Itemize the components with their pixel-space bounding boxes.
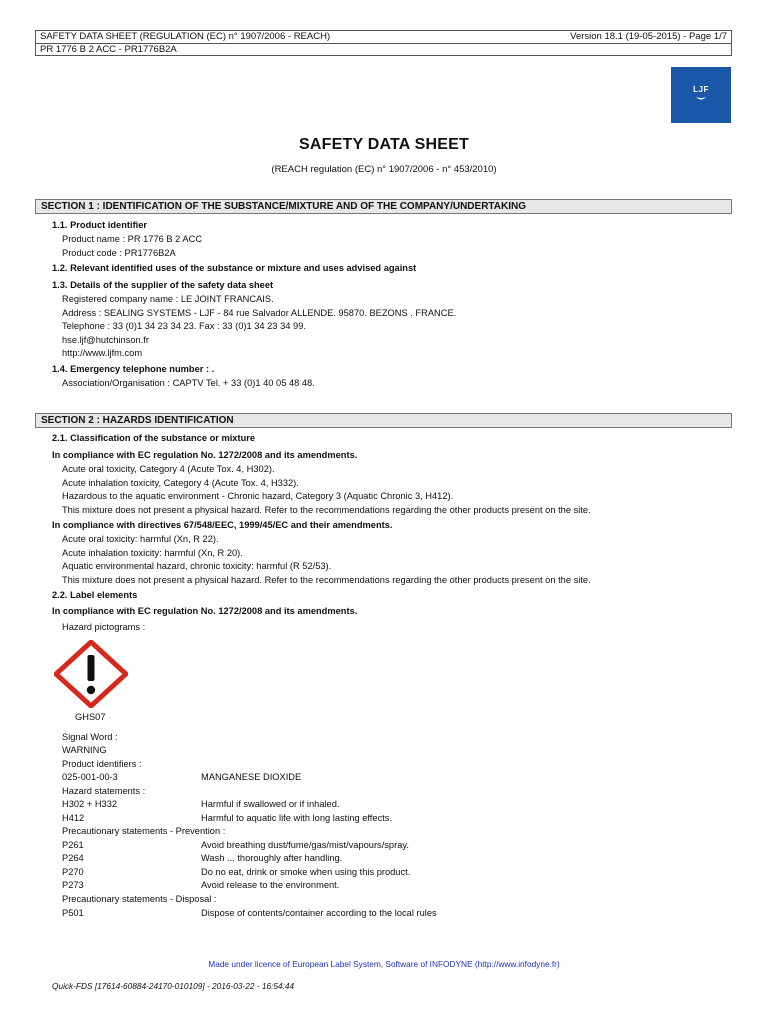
product-code: Product code : PR1776B2A	[62, 248, 176, 258]
emergency-contact: Association/Organisation : CAPTV Tel. + 33 (0)1 40 05 48 48.	[62, 378, 315, 388]
ec-regulation-title-2: In compliance with EC regulation No. 1272/2008 and its amendments.	[52, 606, 358, 616]
prevention-label: Precautionary statements - Prevention :	[62, 826, 226, 836]
company-address: Address : SEALING SYSTEMS - LJF - 84 rue Salvador ALLENDE. 95870. BEZONS . FRANCE.	[62, 308, 457, 318]
identifier-name: MANGANESE DIOXIDE	[201, 772, 302, 782]
supplier-details-title: 1.3. Details of the supplier of the safety data sheet	[52, 280, 274, 290]
ec-regulation-title: In compliance with EC regulation No. 1272/2008 and its amendments.	[52, 450, 358, 460]
company-name: Registered company name : LE JOINT FRANCAIS.	[62, 294, 274, 304]
disposal-label: Precautionary statements - Disposal :	[62, 894, 217, 904]
identified-uses-title: 1.2. Relevant identified uses of the substance or mixture and uses advised against	[52, 263, 417, 273]
ec-line: Acute oral toxicity, Category 4 (Acute Tox. 4, H302).	[62, 464, 275, 474]
company-telephone: Telephone : 33 (0)1 34 23 34 23. Fax : 33 (0)1 34 23 34 99.	[62, 321, 306, 331]
header-product-line: PR 1776 B 2 ACC - PR1776B2A	[36, 43, 731, 56]
ghs07-exclamation-icon	[54, 640, 128, 708]
company-website: http://www.ljfm.com	[62, 348, 143, 358]
document-header	[35, 30, 732, 56]
label-elements-title: 2.2. Label elements	[52, 590, 138, 600]
classification-title: 2.1. Classification of the substance or mixture	[52, 433, 256, 443]
ec-line: This mixture does not present a physical hazard. Refer to the recommendations regarding the other products present on the site.	[62, 505, 591, 515]
licence-link[interactable]: Made under licence of European Label System, Software of INFODYNE (http://www.infodyne.fr)	[208, 959, 560, 969]
ec-line: Hazardous to the aquatic environment - Chronic hazard, Category 3 (Aquatic Chronic 3, H412).	[62, 491, 454, 501]
identifier-code: 025-001-00-3	[62, 772, 118, 782]
hazard-code: H302 + H332	[62, 799, 118, 809]
company-email: hse.ljf@hutchinson.fr	[62, 335, 149, 345]
signal-word-label: Signal Word :	[62, 732, 118, 742]
header-row-1	[40, 31, 727, 43]
product-identifiers-label: Product identifiers :	[62, 759, 142, 769]
prevention-text: Do no eat, drink or smoke when using this product.	[201, 867, 411, 877]
disposal-text: Dispose of contents/container according to the local rules	[201, 908, 437, 918]
prevention-text: Avoid breathing dust/fume/gas/mist/vapours/spray.	[201, 840, 409, 850]
prevention-code: P270	[62, 867, 84, 877]
directive-line: Acute oral toxicity: harmful (Xn, R 22).	[62, 534, 219, 544]
section-2-heading: SECTION 2 : HAZARDS IDENTIFICATION	[35, 413, 732, 428]
directive-line: This mixture does not present a physical hazard. Refer to the recommendations regarding the other products present on the site.	[62, 575, 591, 585]
prevention-text: Avoid release to the environment.	[201, 880, 340, 890]
pictogram-code: GHS07	[75, 712, 106, 722]
quickfds-stamp: Quick-FDS [17614-60884-24170-010109] - 2016-03-22 - 16:54:44	[52, 981, 295, 991]
hazard-code: H412	[62, 813, 85, 823]
header-regulation: SAFETY DATA SHEET (REGULATION (EC) n° 1907/2006 - REACH)	[40, 31, 331, 42]
product-name: Product name : PR 1776 B 2 ACC	[62, 234, 203, 244]
hazard-text: Harmful to aquatic life with long lasting effects.	[201, 813, 393, 823]
disposal-code: P501	[62, 908, 84, 918]
prevention-code: P261	[62, 840, 84, 850]
hazard-statements-label: Hazard statements :	[62, 786, 146, 796]
product-identifier-title: 1.1. Product identifier	[52, 220, 148, 230]
ljf-logo	[671, 67, 731, 123]
directives-title: In compliance with directives 67/548/EEC, 1999/45/EC and their amendments.	[52, 520, 393, 530]
prevention-text: Wash ... thoroughly after handling.	[201, 853, 343, 863]
logo-swoosh-icon	[695, 95, 707, 102]
directive-line: Aquatic environmental hazard, chronic toxicity: harmful (R 52/53).	[62, 561, 332, 571]
section-1-heading: SECTION 1 : IDENTIFICATION OF THE SUBSTANCE/MIXTURE AND OF THE COMPANY/UNDERTAKING	[35, 199, 732, 214]
page-subtitle: (REACH regulation (EC) n° 1907/2006 - n° 453/2010)	[271, 164, 497, 175]
signal-word: WARNING	[62, 745, 107, 755]
prevention-code: P273	[62, 880, 84, 890]
page-title: SAFETY DATA SHEET	[299, 136, 469, 153]
directive-line: Acute inhalation toxicity: harmful (Xn, R 20).	[62, 548, 243, 558]
hazard-text: Harmful if swallowed or if inhaled.	[201, 799, 340, 809]
ec-line: Acute inhalation toxicity, Category 4 (Acute Tox. 4, H332).	[62, 478, 299, 488]
prevention-code: P264	[62, 853, 84, 863]
header-version: Version 18.1 (19-05-2015) - Page 1/7	[570, 31, 727, 42]
logo-text: LJF	[693, 85, 709, 94]
emergency-title: 1.4. Emergency telephone number : .	[52, 364, 215, 374]
hazard-pictograms-label: Hazard pictograms :	[62, 622, 146, 632]
